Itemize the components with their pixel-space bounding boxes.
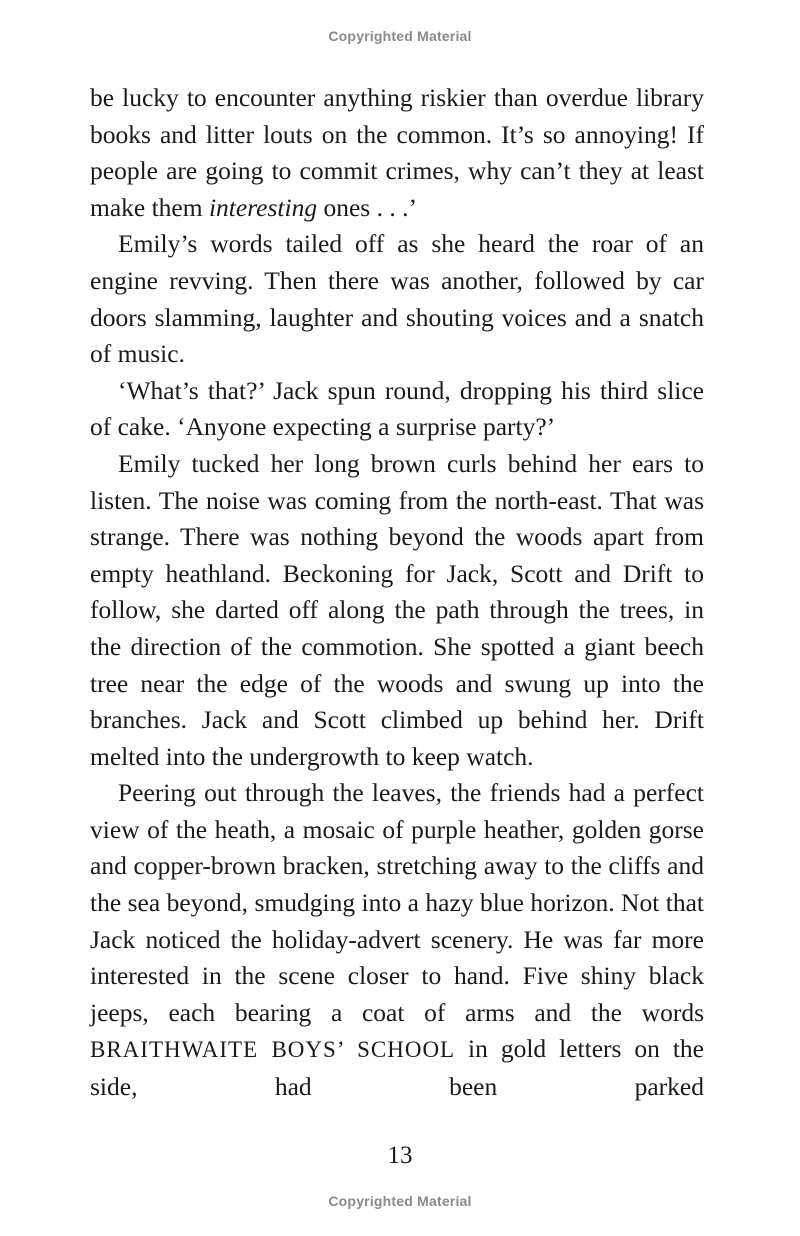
paragraph-5-text: Peering out through the leaves, the friends had a perfect view of the heath, a mosaic of purple heather, golden gorse and copper-brown bracken, stretching away to the cliffs and the sea beyond, smudging into a hazy blue horizon. Not that Jack noticed the holiday-advert scenery. He was far more interested in the scene closer to hand. Five shiny black jeeps, each bearing a coat of arms and the words <box>90 778 704 1027</box>
copyright-watermark-bottom: Copyrighted Material <box>328 1193 472 1209</box>
paragraph-2: Emily’s words tailed off as she heard the roar of an engine revving. Then there was another, followed by car doors slamming, laughter and shouting voices and a snatch of music. <box>90 229 704 369</box>
page-number: 13 <box>387 1142 413 1169</box>
paragraph-3: ‘What’s that?’ Jack spun round, dropping his third slice of cake. ‘Anyone expecting a surprise party?’ <box>90 375 704 442</box>
page-body <box>90 80 704 1106</box>
paragraph-1-text-end: ones . . .’ <box>317 192 417 222</box>
copyright-watermark-top: Copyrighted Material <box>328 28 472 44</box>
paragraph-4: Emily tucked her long brown curls behind her ears to listen. The noise was coming from the north-east. That was strange. There was nothing beyond the woods apart from empty heathland. Beckoning for Jack, Scott and Drift to follow, she darted off along the path through the trees, in the direction of the commotion. She spotted a giant beech tree near the edge of the woods and swung up into the branches. Jack and Scott climbed up behind her. Drift melted into the undergrowth to keep watch. <box>90 448 704 771</box>
paragraph-1 <box>90 80 704 226</box>
paragraph-1-text: be lucky to encounter anything riskier than overdue library books and litter louts on the common. It’s so annoying! If people are going to commit crimes, why can’t they at least make them <box>90 83 704 222</box>
paragraph-5 <box>90 775 704 1105</box>
emphasis-interesting: interesting <box>208 192 318 222</box>
school-name-smallcaps: BRAITHWAITE BOYS’ SCHOOL <box>90 1037 456 1063</box>
paragraph-5-text-end: in gold letters on the side, had been parked <box>90 1034 704 1102</box>
